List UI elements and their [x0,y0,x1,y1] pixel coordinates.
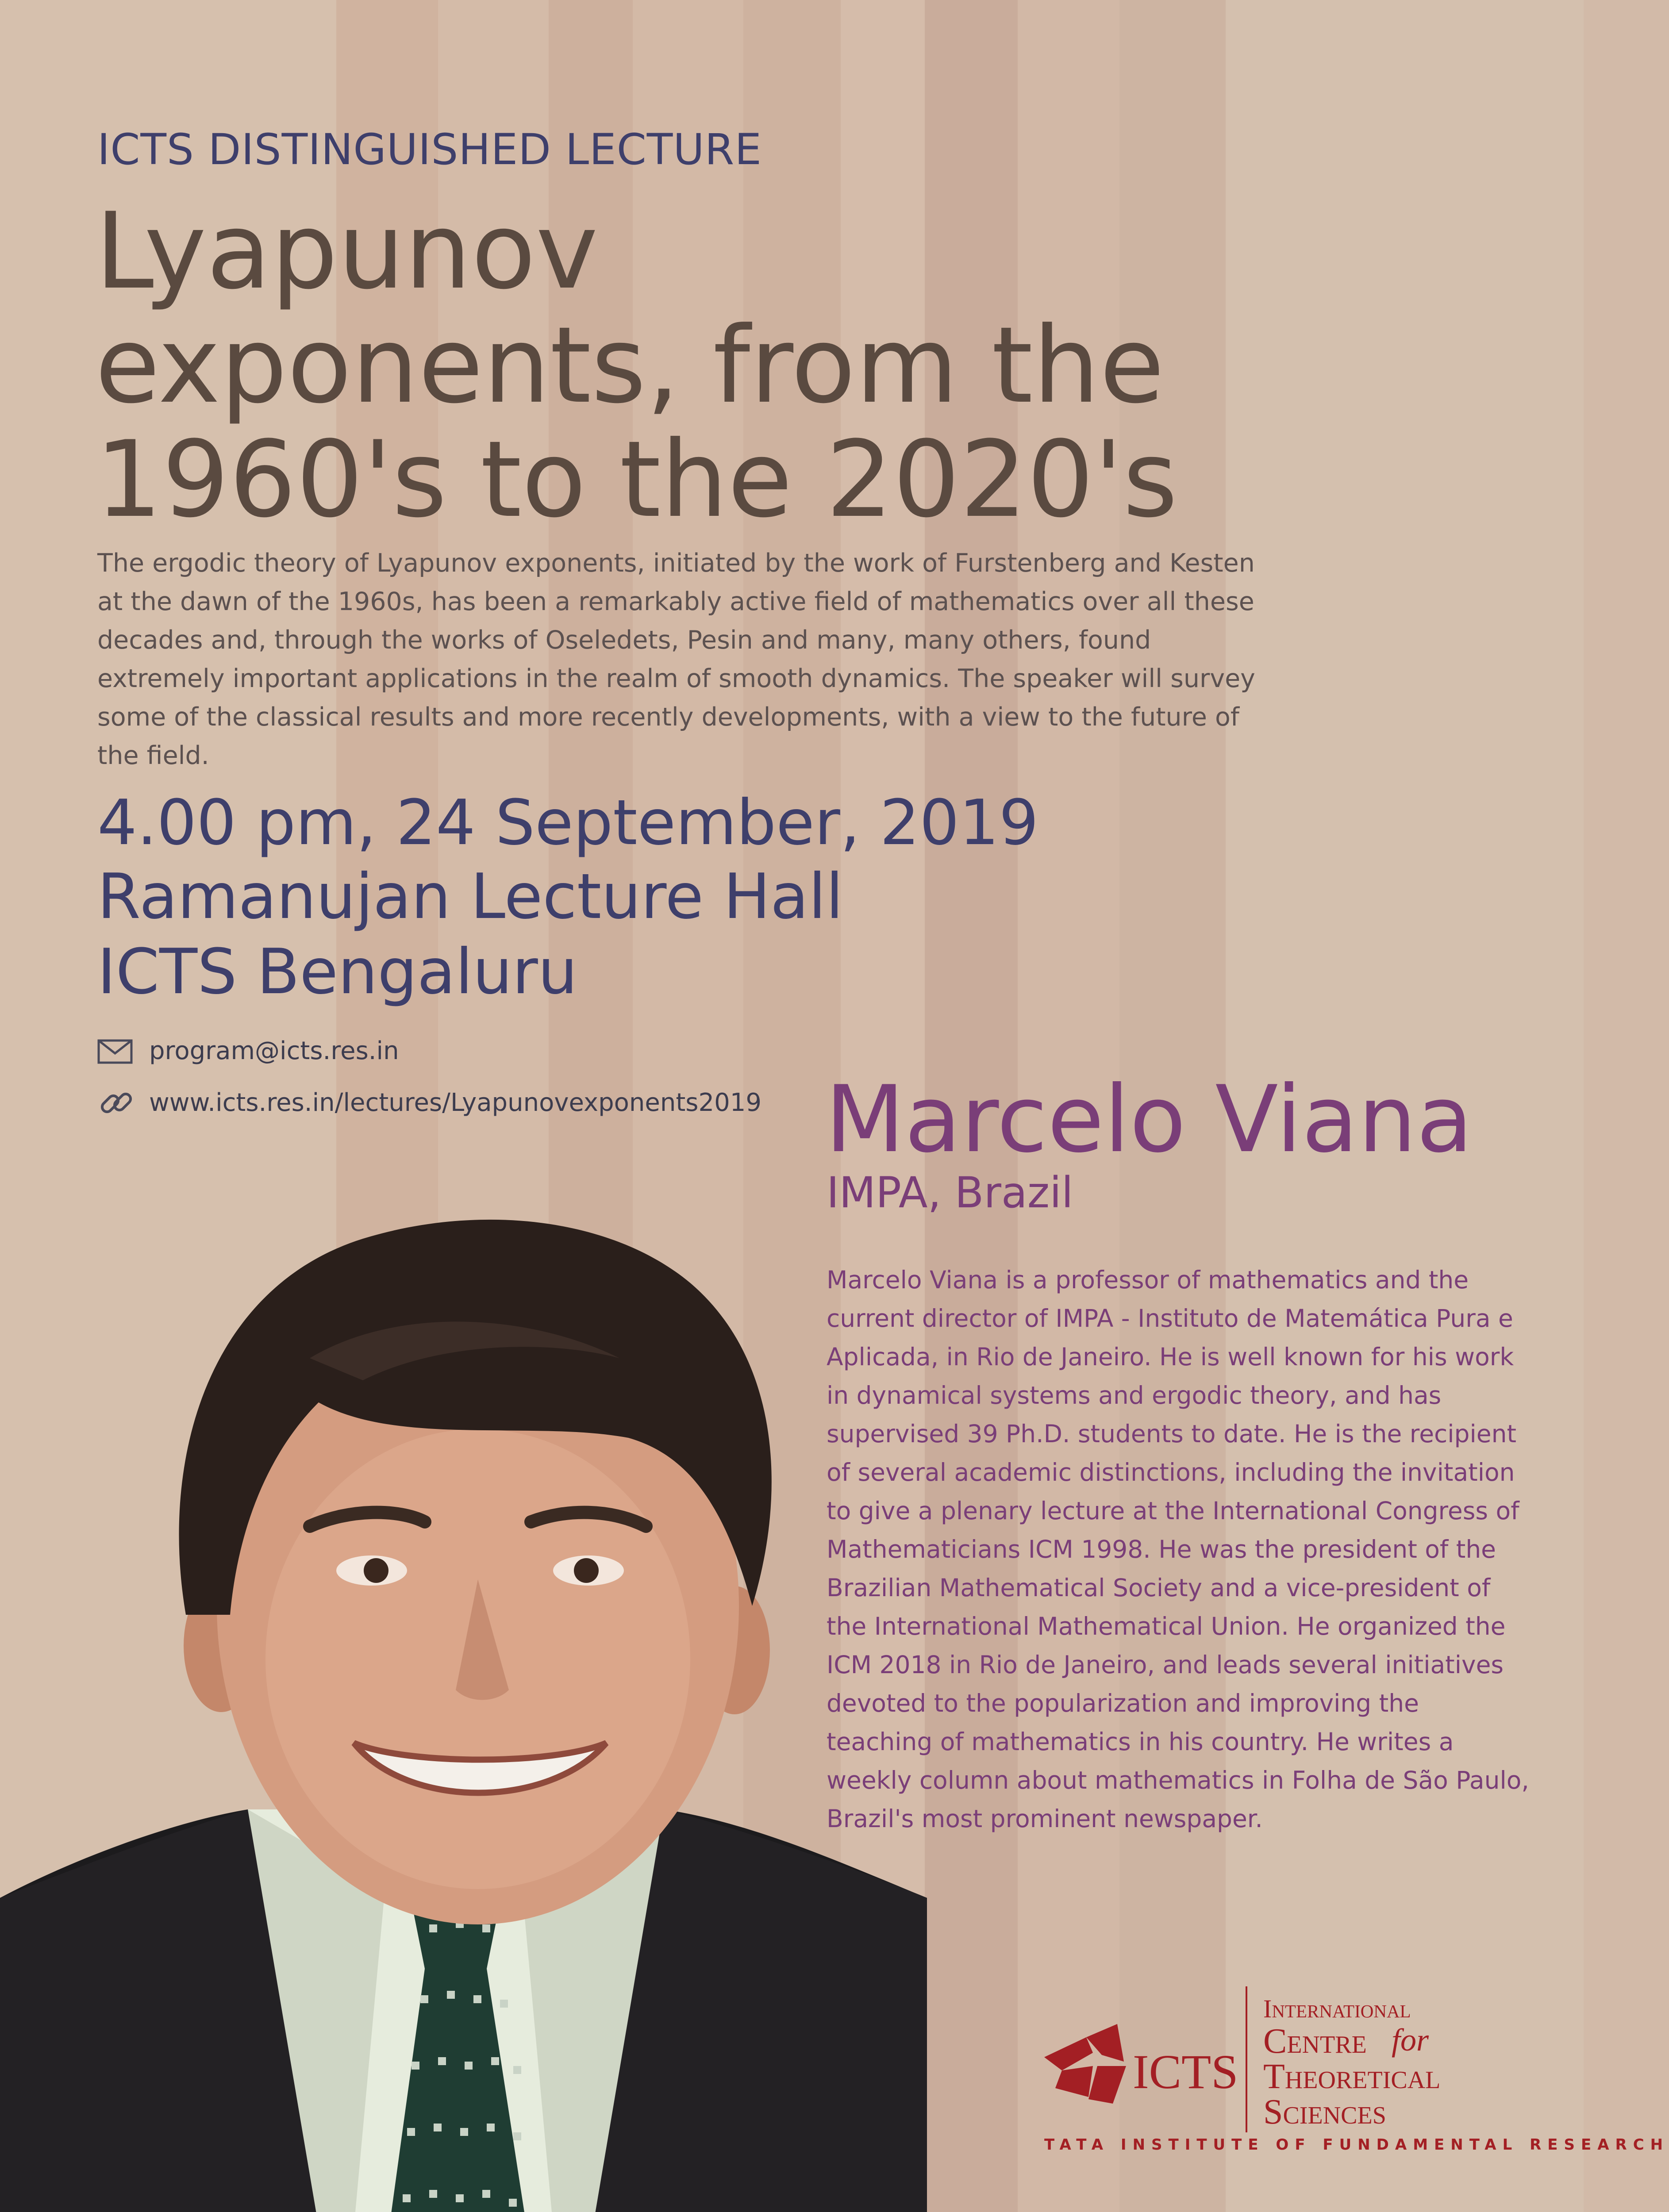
logo-line1: International [1263,1994,1411,2023]
contact-website-text[interactable]: www.icts.res.in/lectures/Lyapunovexponents2019 [149,1088,761,1117]
logo-line2a: Centre [1263,2022,1367,2061]
lecture-city: ICTS Bengaluru [97,936,578,1008]
logo-acronym: ICTS [1133,2045,1238,2099]
logo-tagline: TATA INSTITUTE OF FUNDAMENTAL RESEARCH [1044,2136,1669,2154]
envelope-icon [97,1039,133,1064]
lecture-time: 4.00 pm, 24 September, 2019 [97,787,1039,859]
speaker-affiliation: IMPA, Brazil [827,1168,1073,1217]
lecture-abstract: The ergodic theory of Lyapunov exponents, initiated by the work of Furstenberg and Kesten at the dawn of the 1960s, has been a remarkably active field of mathematics over all these decades and, through the works of Oseledets, Pesin and many, many others, found extremely important applications in the realm of smooth dynamics. The speaker will survey some of the classical results and more recently developments, with a view to the future of the field. [97,549,1255,770]
speaker-bio: Marcelo Viana is a professor of mathematics and the current director of IMPA - Instituto de Matemática Pura e Aplicada, in Rio de Janeiro. He is well known for his work in dynamical systems and ergodic theory, and has supervised 39 Ph.D. students to date. He is the recipient of several academic distinctions, including the invitation to give a plenary lecture at the International Congress of Mathematicians ICM 1998. He was the president of the Brazilian Mathematical Society and a vice-president of the International Mathematical Union. He organized the ICM 2018 in Rio de Janeiro, and leads several initiatives devoted to the popularization and improving the teaching of mathematics in his country. He writes a weekly column about mathematics in Folha de São Paulo, Brazil's most prominent newspaper. [827,1266,1529,1833]
lecture-series-label: ICTS DISTINGUISHED LECTURE [97,125,762,174]
icts-logo [1044,1978,1522,2154]
logo-line2b: for [1392,2022,1429,2058]
link-icon [97,1084,135,1122]
icts-emblem-icon [1044,1978,1522,2154]
speaker-name: Marcelo Viana [825,1066,1473,1173]
logo-line3: Theoretical [1263,2057,1441,2096]
lecture-venue: Ramanujan Lecture Hall [97,860,843,933]
lecture-title: Lyapunov exponents, from the 1960's to the 2020's [95,190,1178,541]
contact-email-text[interactable]: program@icts.res.in [149,1037,399,1065]
logo-line4: Sciences [1263,2093,1386,2131]
speaker-photo [0,1172,927,2212]
